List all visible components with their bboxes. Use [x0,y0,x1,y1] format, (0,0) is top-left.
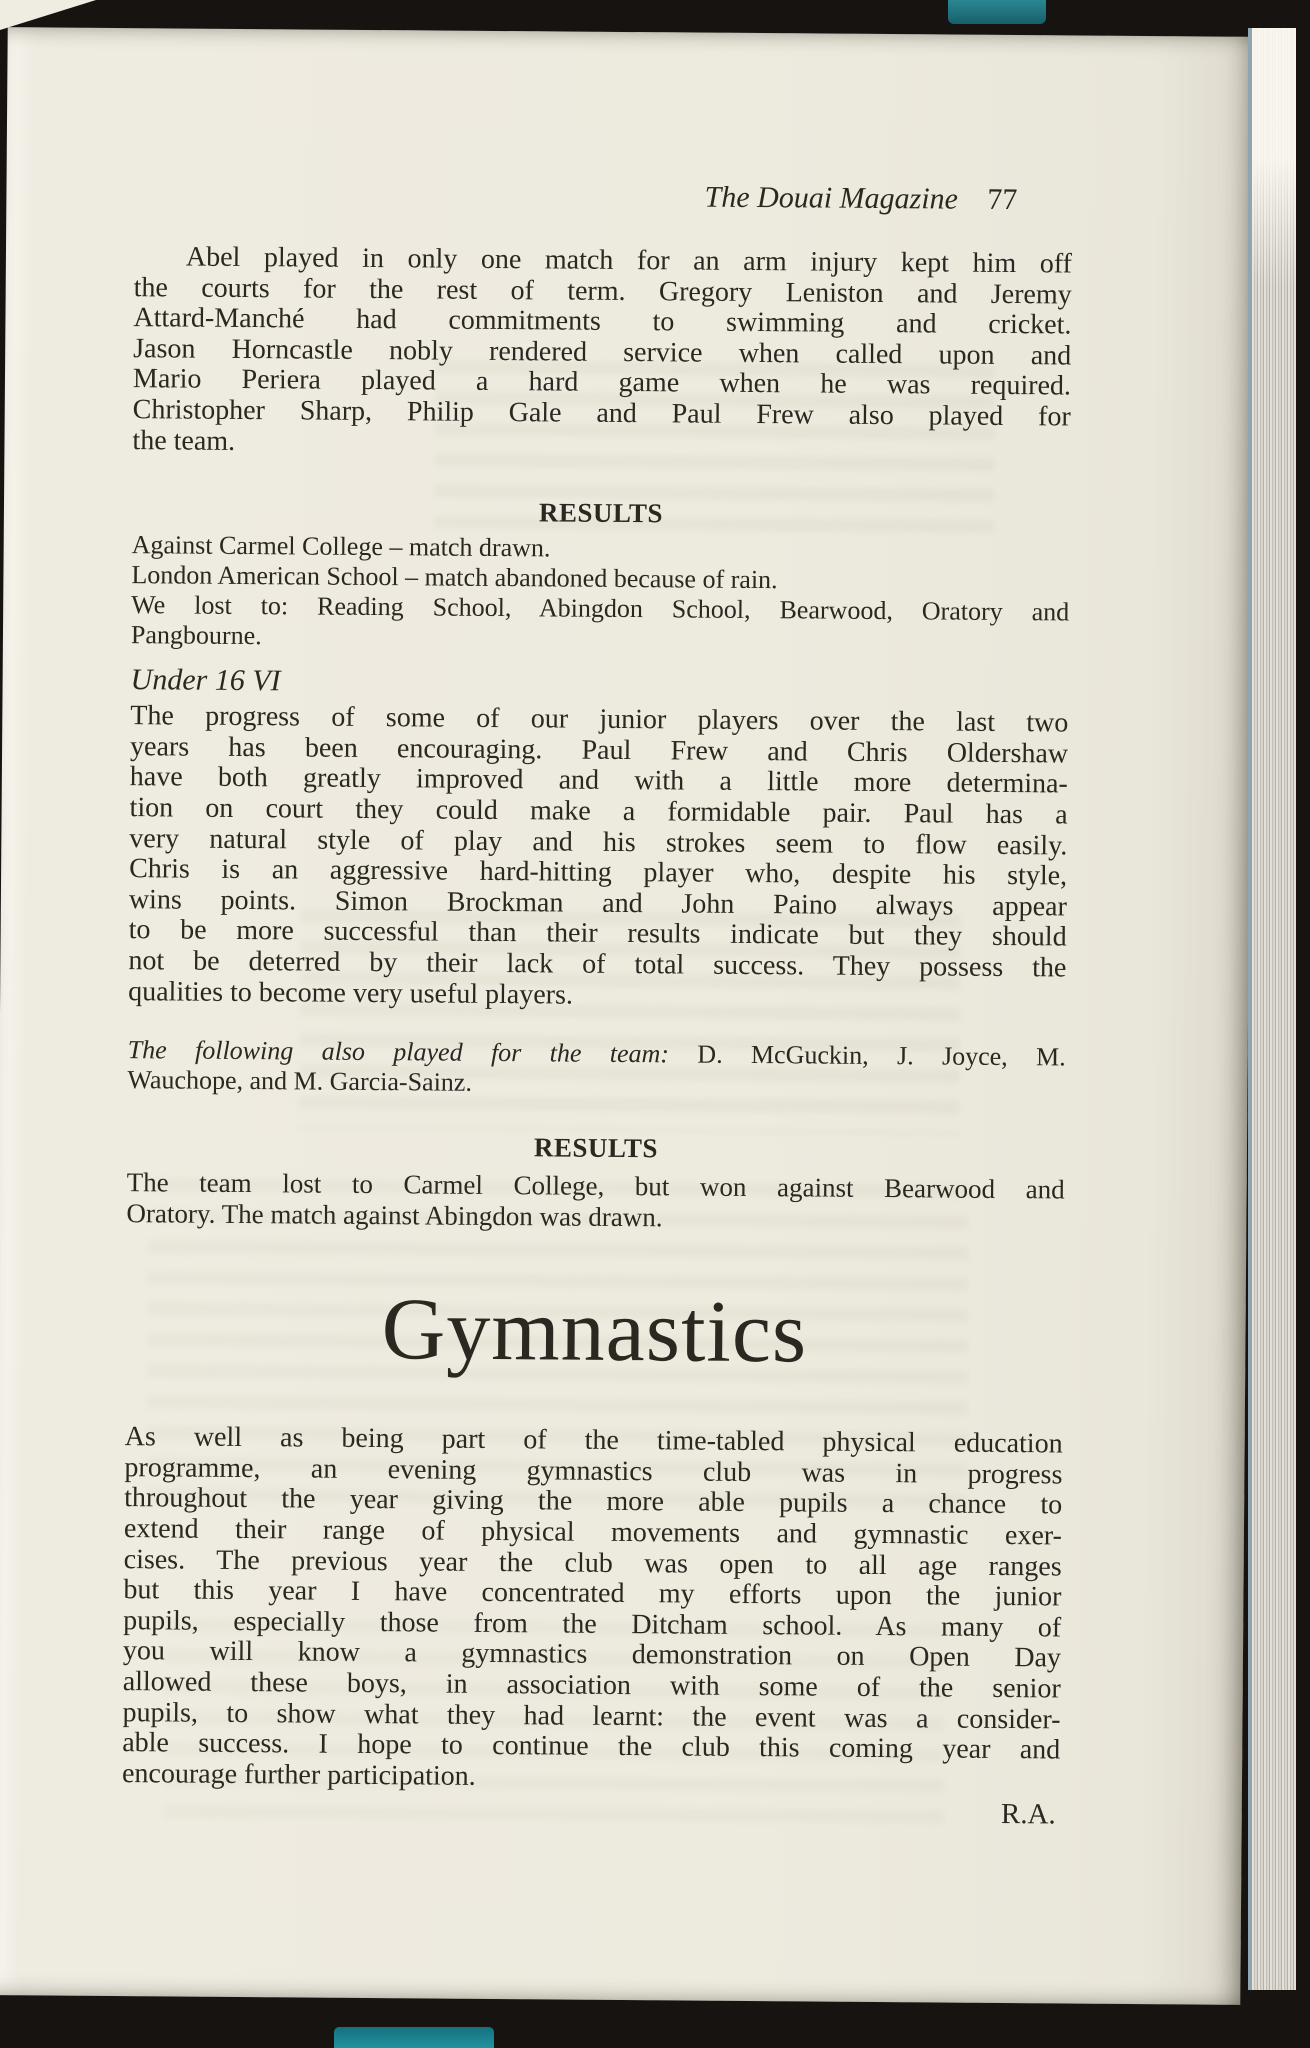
text-line: to be more successful than their results indicate but they should [128,914,1067,953]
text-line: Christopher Sharp, Philip Gale and Paul Frew also played for [132,394,1071,433]
text-line: qualities to become very useful players. [128,975,574,1011]
result-entry: Pangbourne. [130,620,262,651]
text-line: the courts for the rest of term. Gregory Leniston and Jeremy [133,271,1072,311]
gymnastics-heading: Gymnastics [381,1281,808,1382]
text-line: not be deterred by their lack of total success. They possess the [128,945,1067,984]
result-entry: Against Carmel College – match drawn. [131,530,551,563]
text-line: Abel played in only one match for an arm injury kept him off [185,241,1073,280]
text-line: Chris is an aggressive hard-hitting player who, despite his style, [129,853,1068,892]
text-line: cises. The previous year the club was open to all age ranges [123,1543,1062,1583]
text-line: but this year I have concentrated my efforts upon the junior [123,1574,1062,1613]
also-played-names: D. McGuckin, J. Joyce, M. [697,1039,1066,1072]
text-line: encourage further participation. [121,1757,476,1792]
text-line: tion on court they could make a formidable pair. Paul has a [129,792,1068,831]
text-line: able success. I hope to continue the club this coming year and [122,1727,1061,1766]
author-initials: R.A. [1000,1798,1056,1831]
under-16-paragraph [128,701,1068,1014]
results-list [131,530,1070,657]
text-line: very natural style of play and his strokes seem to flow easily. [129,822,1068,862]
paper-page [0,27,1256,2005]
gymnastics-paragraph [122,1422,1063,1796]
text-line: pupils, especially those from the Ditcham school. As many of [123,1604,1062,1644]
under-16-results-paragraph [126,1167,1064,1236]
book-page-edges [1248,28,1296,1990]
under-16-heading: Under 16 VI [130,663,281,698]
text-line: years has been encouraging. Paul Frew and Chris Oldershaw [129,730,1069,770]
results-heading: RESULTS [533,1132,659,1164]
text-line: Oratory. The match against Abingdon was drawn. [126,1197,663,1232]
tennis-opening-paragraph [132,242,1072,464]
text-line: Wauchope, and M. Garcia-Sainz. [127,1065,473,1097]
page-corner-sliver [0,0,96,30]
text-line: wins points. Simon Brockman and John Paino always appear [128,883,1067,923]
also-played-intro: The following also played for the team: [127,1035,670,1069]
text-line: have both greatly improved and with a little more determina- [129,761,1068,800]
result-entry: London American School – match abandoned because of rain. [131,560,778,595]
results-heading: RESULTS [538,497,664,529]
text-column [122,28,1074,1831]
page-number: 77 [987,182,1018,217]
result-entry: We lost to: Reading School, Abingdon School, Bearwood, Oratory and [131,590,1070,627]
text-line: As well as being part of the time-tabled physical education [124,1421,1063,1460]
text-line: Mario Periera played a hard game when he was required. [132,363,1072,402]
text-line: pupils, to show what they had learnt: the event was a consider- [122,1696,1061,1736]
text-line: extend their range of physical movements and gymnastic exer- [123,1513,1063,1552]
running-header [134,176,1072,217]
text-line: programme, an evening gymnastics club was in progress [124,1451,1063,1491]
cover-cloth-bottom [334,2027,494,2048]
text-line: Attard-Manché had commitments to swimming and cricket. [133,302,1072,341]
cover-cloth-top [948,0,1046,24]
magazine-title: The Douai Magazine [704,180,959,216]
text-line: throughout the year giving the more able pupils a chance to [124,1482,1063,1521]
also-played-note [127,1035,1065,1102]
text-line: The progress of some of our junior players over the last two [130,700,1069,739]
text-line: you will know a gymnastics demonstration on Open Day [122,1635,1062,1674]
text-line: Jason Horncastle nobly rendered service when called upon and [133,332,1072,372]
text-line: the team. [132,424,236,457]
text-line: allowed these boys, in association with some of the senior [122,1666,1061,1705]
text-line: The team lost to Carmel College, but won against Bearwood and [126,1167,1065,1205]
